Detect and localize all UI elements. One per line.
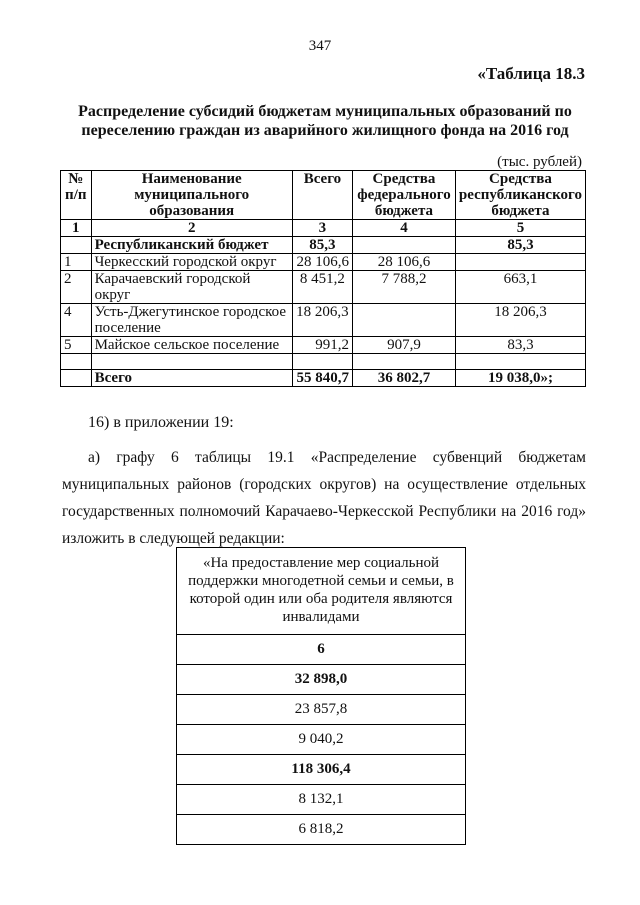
table-row [177,725,466,755]
table-title: Распределение субсидий бюджетам муниципальных образований по переселению граждан из аварийного жилищного фонда на 2016 год [78,103,572,139]
table-row [61,237,586,254]
row-name: Республиканский бюджет [91,237,292,254]
row-total: 18 206,3 [292,304,352,337]
column6-value: 118 306,4 [177,755,466,785]
table-row [177,665,466,695]
row-num: 1 [61,254,92,271]
subsidies-table [60,170,586,387]
column6-value: 8 132,1 [177,785,466,815]
units-label: (тыс. рублей) [497,154,582,170]
row-name: Карачаевский городской округ [91,271,292,304]
table-row [177,785,466,815]
table-row [177,815,466,845]
row-name: Майское сельское поселение [91,337,292,354]
index-cell: 2 [91,220,292,237]
paragraph-item-16: 16) в приложении 19: [88,414,234,431]
column6-value: 23 857,8 [177,695,466,725]
total-sum: 55 840,7 [292,370,352,387]
total-republic: 19 038,0»; [455,370,585,387]
row-name: Черкесский городской округ [91,254,292,271]
row-republic [455,254,585,271]
column6-value: 6 818,2 [177,815,466,845]
column-index-row [61,220,586,237]
row-republic: 83,3 [455,337,585,354]
paragraph-text: а) графу 6 таблицы 19.1 «Распределение субвенций бюджетам муниципальных районов (городских округов) на осуществление отдельных государственных полномочий Карачаево-Черкесской Республики на 2016 год» изложить в следующей редакции: [62,449,586,547]
row-name: Усть-Джегутинское городское поселение [91,304,292,337]
column6-index: 6 [177,635,466,665]
row-num: 4 [61,304,92,337]
page-number: 347 [308,38,332,54]
total-label: Всего [91,370,292,387]
column6-header-row [177,548,466,635]
header-num: № п/п [61,171,92,220]
row-republic: 18 206,3 [455,304,585,337]
row-republic: 85,3 [455,237,585,254]
table-row [61,271,586,304]
header-republic: Средства республиканского бюджета [455,171,585,220]
row-federal: 7 788,2 [353,271,456,304]
column6-value: 9 040,2 [177,725,466,755]
row-total: 85,3 [292,237,352,254]
row-num: 2 [61,271,92,304]
index-cell: 4 [353,220,456,237]
row-federal: 907,9 [353,337,456,354]
index-cell: 3 [292,220,352,237]
column6-value: 32 898,0 [177,665,466,695]
total-row [61,370,586,387]
header-federal: Средства федерального бюджета [353,171,456,220]
column6-index-row [177,635,466,665]
row-num [61,237,92,254]
row-federal: 28 106,6 [353,254,456,271]
row-total: 991,2 [292,337,352,354]
row-federal [353,237,456,254]
row-republic: 663,1 [455,271,585,304]
table-row [61,337,586,354]
total-federal: 36 802,7 [353,370,456,387]
paragraph-item-a [62,444,586,552]
row-num: 5 [61,337,92,354]
table-row [177,755,466,785]
header-total: Всего [292,171,352,220]
header-name: Наименование муниципального образования [91,171,292,220]
column6-header: «На предоставление мер социальной поддержки многодетной семьи и семьи, в которой один или оба родителя являются инвалидами [177,548,466,635]
blank-row [61,354,586,370]
table-reference: «Таблица 18.3 [477,64,585,83]
table-row [177,695,466,725]
row-federal [353,304,456,337]
row-total: 8 451,2 [292,271,352,304]
table-row [61,304,586,337]
table-header-row [61,171,586,220]
column6-table [176,547,466,845]
row-total: 28 106,6 [292,254,352,271]
index-cell: 5 [455,220,585,237]
table-row [61,254,586,271]
index-cell: 1 [61,220,92,237]
